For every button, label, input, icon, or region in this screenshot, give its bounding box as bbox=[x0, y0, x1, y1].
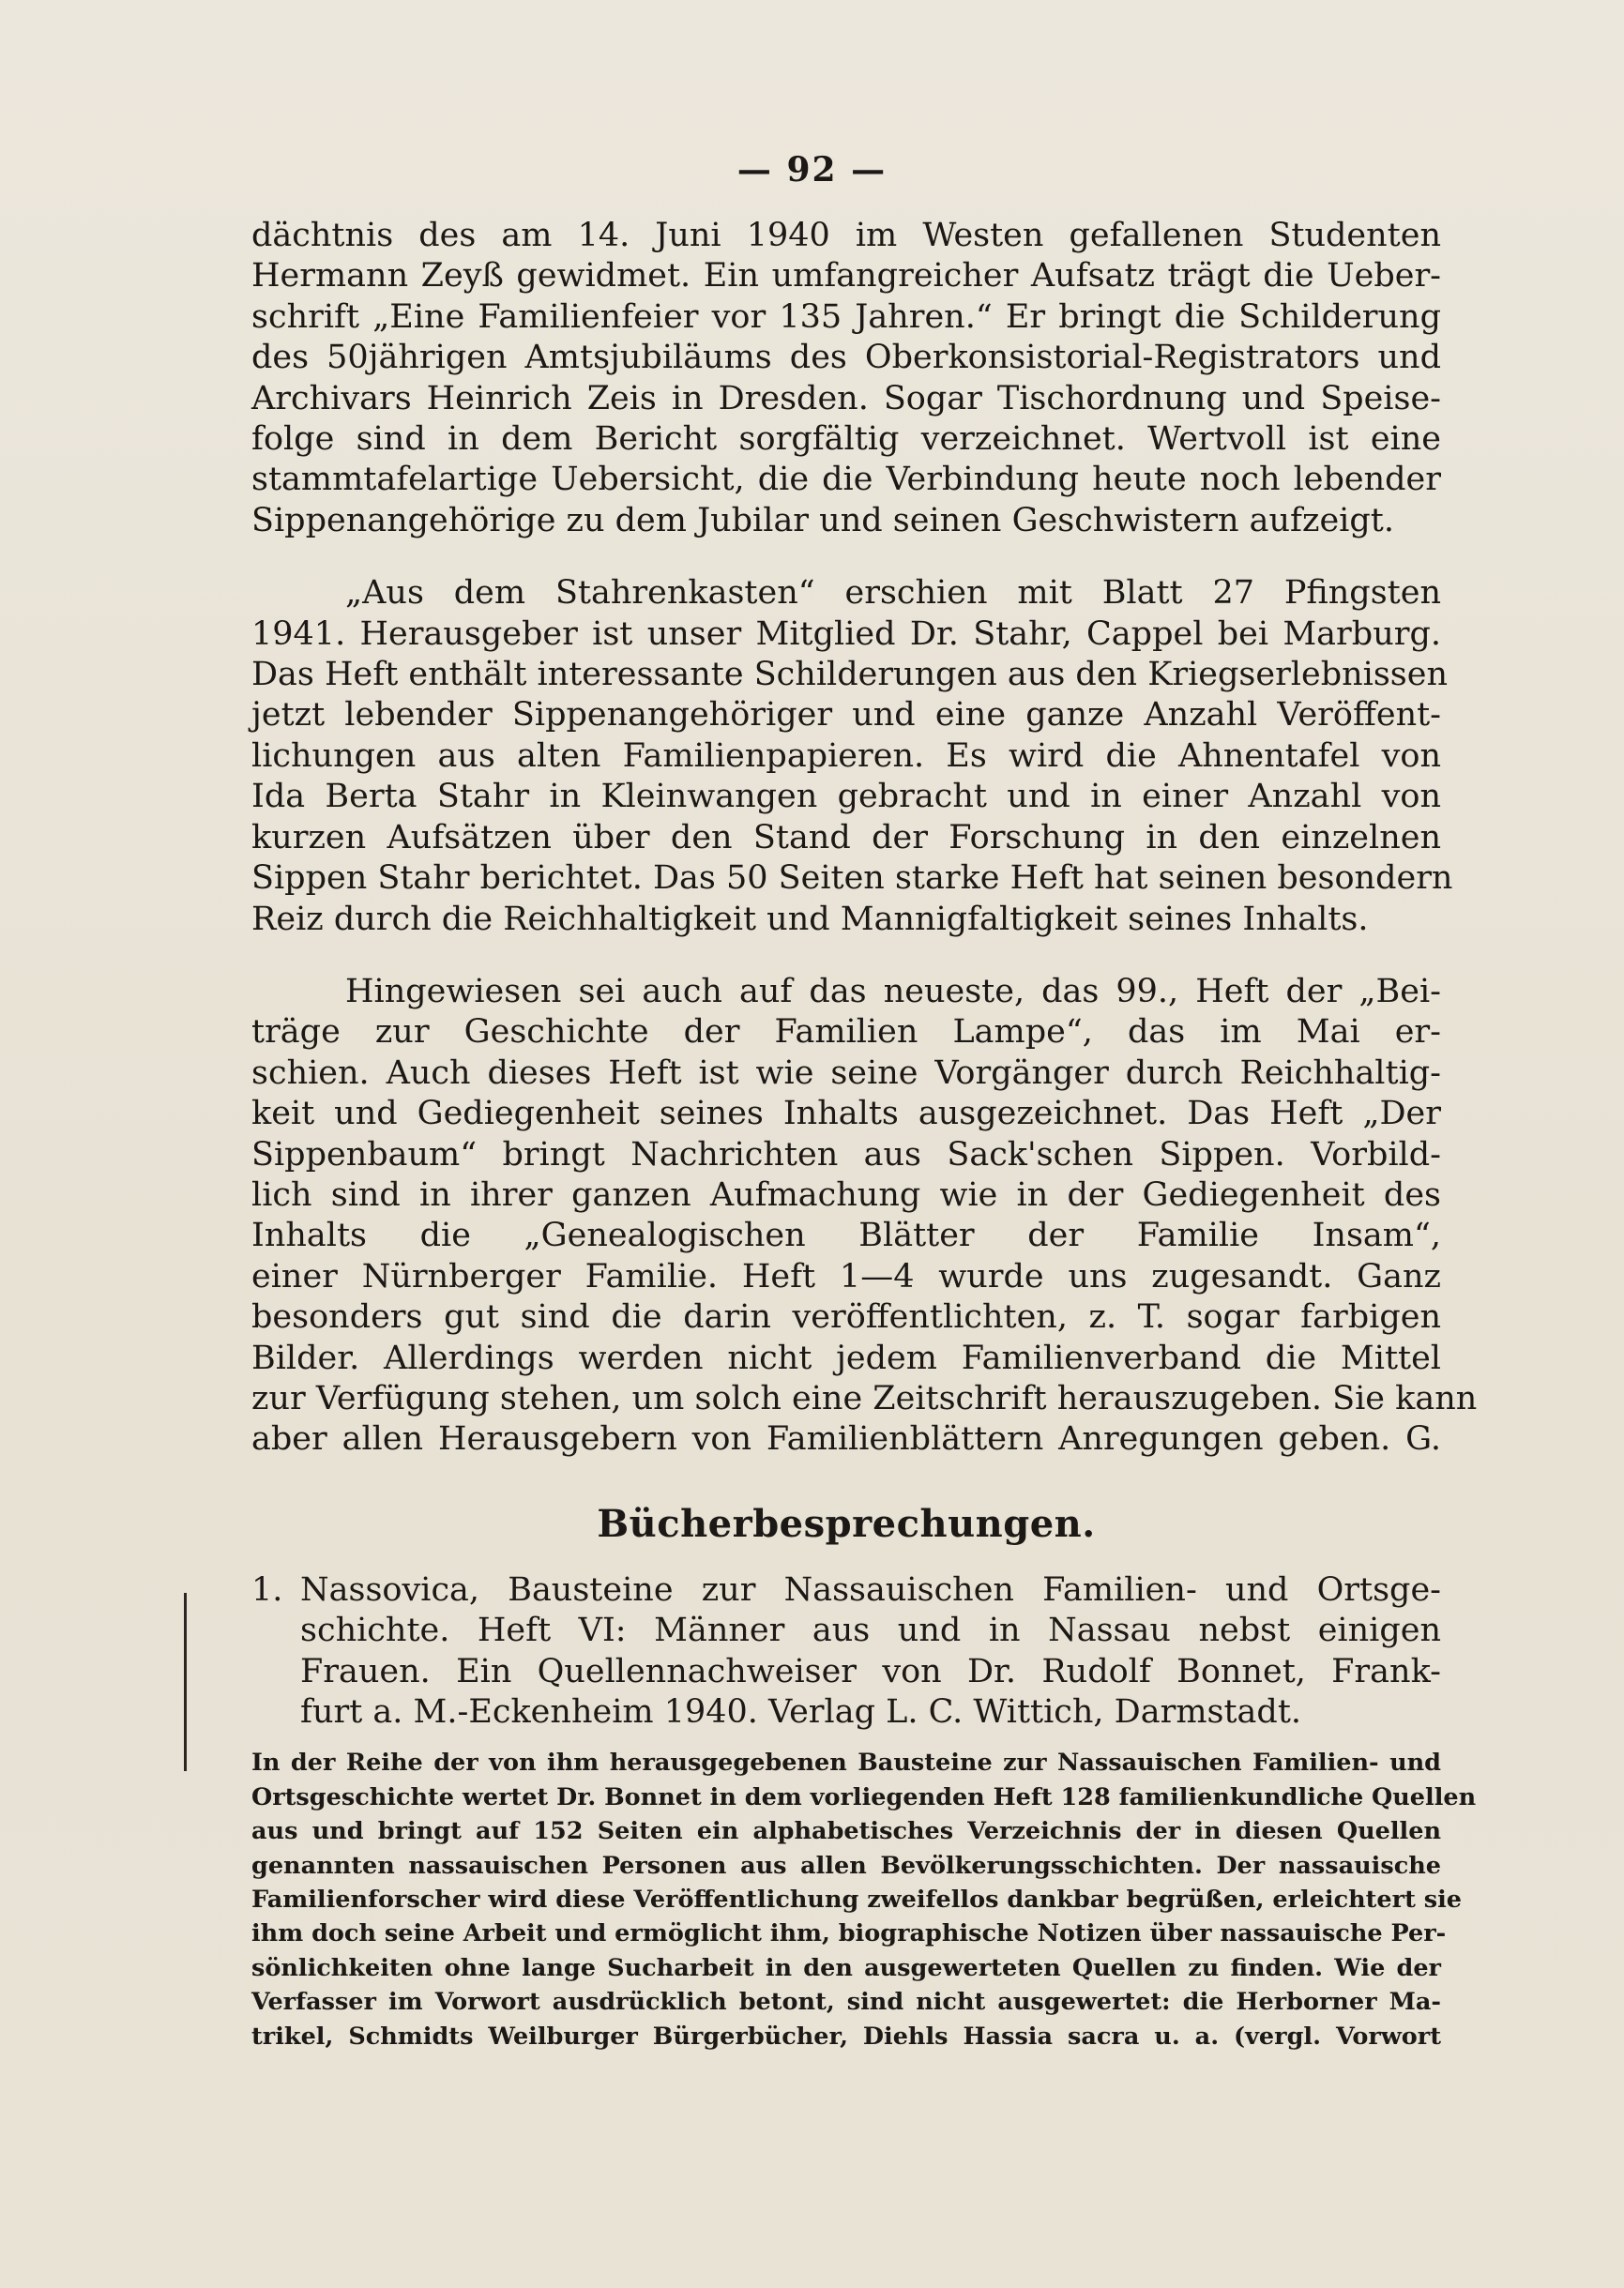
margin-mark bbox=[184, 1593, 187, 1771]
text-body bbox=[251, 216, 1478, 2053]
text-line: des 50jährigen Amtsjubiläums des Oberkonsistorial-Registrators und bbox=[251, 339, 1441, 377]
text-line: Das Heft enthält interessante Schilderungen aus den Kriegserlebnissen bbox=[251, 656, 1449, 694]
page-number: — 92 — bbox=[736, 150, 888, 189]
text-line: trikel, Schmidts Weilburger Bürgerbücher, Diehls Hassia sacra u. a. (vergl. Vorwort bbox=[251, 2022, 1441, 2051]
text-line: ihm doch seine Arbeit und ermöglicht ihm, biographische Notizen über nassauische Per- bbox=[251, 1919, 1447, 1948]
text-line: Frauen. Ein Quellennachweiser von Dr. Rudolf Bonnet, Frank- bbox=[300, 1652, 1441, 1690]
text-line: schrift „Eine Familienfeier vor 135 Jahren.“ Er bringt die Schilderung bbox=[251, 297, 1441, 336]
text-line: folge sind in dem Bericht sorgfältig verzeichnet. Wertvoll ist eine bbox=[251, 420, 1441, 459]
entry-number: 1. bbox=[251, 1570, 283, 1609]
text-line: Sippenangehörige zu dem Jubilar und seinen Geschwistern aufzeigt. bbox=[251, 501, 1394, 539]
text-line: Ida Berta Stahr in Kleinwangen gebracht und in einer Anzahl von bbox=[251, 778, 1441, 816]
text-line: Sippenbaum“ bringt Nachrichten aus Sack'schen Sippen. Vorbild- bbox=[251, 1135, 1441, 1174]
text-line: lich sind in ihrer ganzen Aufmachung wie in der Gediegenheit des bbox=[251, 1175, 1441, 1214]
text-line: schien. Auch dieses Heft ist wie seine Vorgänger durch Reichhaltig- bbox=[251, 1053, 1441, 1092]
text-line: In der Reihe der von ihm herausgegebenen Bausteine zur Nassauischen Familien- und bbox=[251, 1749, 1441, 1778]
text-line: jetzt lebender Sippenangehöriger und eine ganze Anzahl Veröffent- bbox=[251, 696, 1441, 735]
text-line: dächtnis des am 14. Juni 1940 im Westen gefallenen Studenten bbox=[251, 217, 1441, 254]
text-line: genannten nassauischen Personen aus allen Bevölkerungsschichten. Der nassauische bbox=[251, 1851, 1441, 1880]
text-line: stammtafelartige Uebersicht, die die Verbindung heute noch lebender bbox=[251, 461, 1441, 499]
text-line: Bilder. Allerdings werden nicht jedem Familienverband die Mittel bbox=[251, 1339, 1441, 1377]
text-line: kurzen Aufsätzen über den Stand der Forschung in den einzelnen bbox=[251, 818, 1441, 856]
text-line: Hingewiesen sei auch auf das neueste, das 99., Heft der „Bei- bbox=[345, 972, 1441, 1010]
text-line: träge zur Geschichte der Familien Lampe“, das im Mai er- bbox=[251, 1013, 1441, 1052]
text-line: Nassovica, Bausteine zur Nassauischen Familien- und Ortsge- bbox=[300, 1570, 1441, 1609]
text-line: Ortsgeschichte wertet Dr. Bonnet in dem vorliegenden Heft 128 familienkundliche Quellen bbox=[251, 1782, 1477, 1811]
text-line: besonders gut sind die darin veröffentlichten, z. T. sogar farbigen bbox=[251, 1298, 1441, 1337]
text-line: Hermann Zeyß gewidmet. Ein umfangreicher Aufsatz trägt die Ueber- bbox=[251, 257, 1441, 295]
book-review-entry bbox=[251, 1570, 1477, 2053]
text-line: Inhalts die „Genealogischen Blätter der Familie Insam“, bbox=[251, 1217, 1441, 1255]
text-line: Familienforscher wird diese Veröffentlichung zweifellos dankbar begrüßen, erleichtert sie bbox=[251, 1886, 1463, 1915]
text-line: lichungen aus alten Familienpapieren. Es wird die Ahnentafel von bbox=[251, 736, 1441, 775]
paragraph-3 bbox=[251, 972, 1478, 1461]
text-line: aber allen Herausgebern von Familienblättern Anregungen geben. G. bbox=[251, 1420, 1441, 1459]
text-line: aus und bringt auf 152 Seiten ein alphabetisches Verzeichnis der in diesen Quellen bbox=[251, 1817, 1441, 1846]
review-text bbox=[251, 1746, 1477, 2053]
paragraph-1 bbox=[251, 216, 1441, 541]
text-line: Sippen Stahr berichtet. Das 50 Seiten starke Heft hat seinen besondern bbox=[251, 859, 1453, 898]
paragraph-2 bbox=[251, 573, 1453, 940]
text-line: furt a. M.-Eckenheim 1940. Verlag L. C. Wittich, Darmstadt. bbox=[300, 1693, 1302, 1731]
text-line: einer Nürnberger Familie. Heft 1—4 wurde uns zugesandt. Ganz bbox=[251, 1257, 1441, 1296]
text-line: 1941. Herausgeber ist unser Mitglied Dr. Stahr, Cappel bei Marburg. bbox=[251, 614, 1441, 653]
text-line: sönlichkeiten ohne lange Sucharbeit in den ausgewerteten Quellen zu finden. Wie der bbox=[251, 1953, 1441, 1982]
text-line: keit und Gediegenheit seines Inhalts ausgezeichnet. Das Heft „Der bbox=[251, 1095, 1441, 1133]
text-line: „Aus dem Stahrenkasten“ erschien mit Blatt 27 Pfingsten bbox=[345, 574, 1441, 613]
entry-citation bbox=[251, 1570, 1441, 1734]
text-line: Verfasser im Vorwort ausdrücklich betont, sind nicht ausgewertet: die Herborner Ma- bbox=[251, 1988, 1441, 2017]
text-line: schichte. Heft VI: Männer aus und in Nassau nebst einigen bbox=[300, 1612, 1441, 1650]
text-line: Reiz durch die Reichhaltigkeit und Mannigfaltigkeit seines Inhalts. bbox=[251, 900, 1369, 938]
text-line: zur Verfügung stehen, um solch eine Zeitschrift herauszugeben. Sie kann bbox=[251, 1379, 1478, 1417]
section-heading: Bücherbesprechungen. bbox=[597, 1501, 1096, 1546]
text-line: Archivars Heinrich Zeis in Dresden. Sogar Tischordnung und Speise- bbox=[251, 379, 1441, 417]
